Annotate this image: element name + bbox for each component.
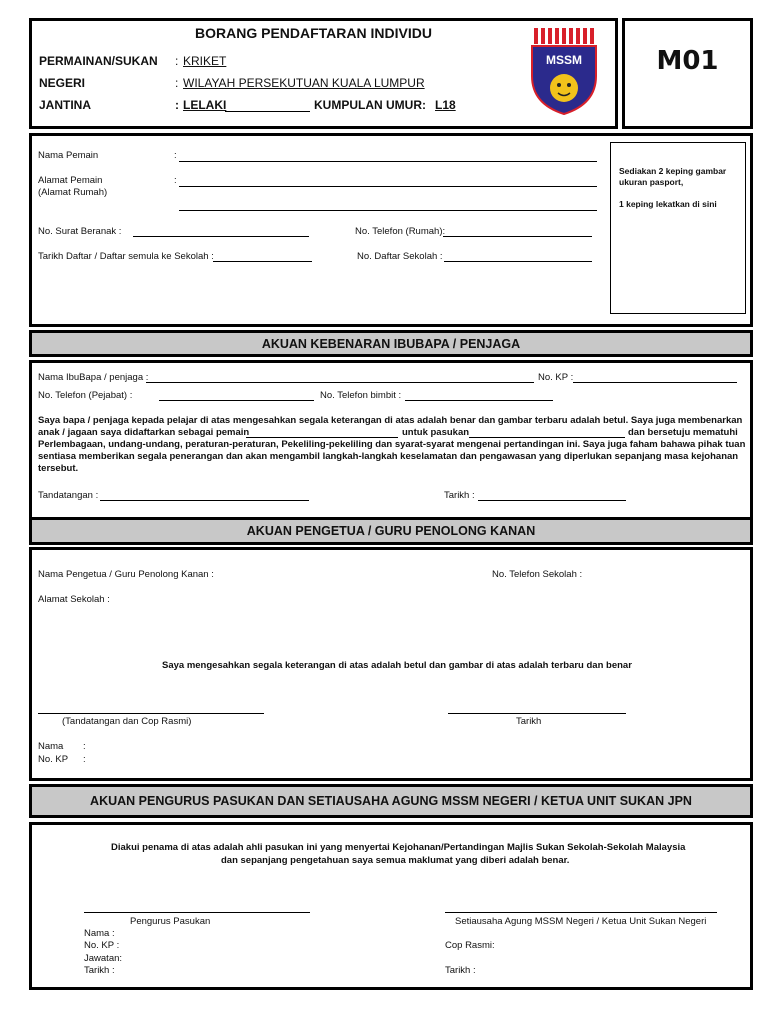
guardian-date-field[interactable] (478, 500, 626, 501)
principal-date-field[interactable] (448, 713, 626, 714)
school-phone-label: No. Telefon Sekolah : (492, 569, 583, 580)
guardian-declaration-5: tersebut. (38, 463, 79, 474)
birth-cert-field[interactable] (133, 236, 309, 237)
sport-label: PERMAINAN/SUKAN (39, 54, 158, 68)
sport-value: KRIKET (183, 54, 227, 68)
mobile-field[interactable] (405, 400, 553, 401)
form-title: BORANG PENDAFTARAN INDIVIDU (195, 25, 432, 41)
principal-nama-label: Nama (38, 741, 64, 752)
school-reg-field[interactable] (444, 261, 592, 262)
player-address-label-1: Alamat Pemain (38, 175, 103, 186)
manager-signature-field[interactable] (84, 912, 310, 913)
player-role-field[interactable] (246, 437, 398, 438)
sport-sep: : (175, 54, 179, 68)
logo-text: MSSM (546, 53, 582, 67)
manager-nama-label: Nama : (84, 928, 115, 939)
age-group-value: L18 (435, 98, 456, 112)
state-label: NEGERI (39, 76, 86, 90)
principal-kp-colon: : (83, 754, 86, 765)
manager-caption: Pengurus Pasukan (130, 916, 211, 927)
principal-name-label: Nama Pengetua / Guru Penolong Kanan : (38, 569, 214, 580)
form-code: M01 (656, 46, 719, 76)
player-name-colon: : (174, 150, 177, 161)
team-field[interactable] (469, 437, 625, 438)
birth-cert-label: No. Surat Beranak : (38, 226, 122, 237)
gender-underline (225, 111, 310, 112)
mssm-logo (528, 26, 600, 116)
guardian-date-label: Tarikh : (444, 490, 475, 501)
guardian-name-label: Nama IbuBapa / penjaga : (38, 372, 149, 383)
guardian-declaration-4: sentiasa memberikan segala penerangan dan akan mengambil langkah-langkah keselamatan dan pengawasan yang diperlukan sepanjang masa kejohanan (38, 451, 739, 462)
principal-kp-label: No. KP (38, 754, 69, 765)
guardian-signature-label: Tandatangan : (38, 490, 99, 501)
manager-heading: AKUAN PENGURUS PASUKAN DAN SETIAUSAHA AGUNG MSSM NEGERI / KETUA UNIT SUKAN JPN (29, 784, 753, 818)
guardian-name-field[interactable] (146, 382, 534, 383)
manager-declaration-1: Diakui penama di atas adalah ahli pasukan ini yang menyertai Kejohanan/Pertandingan Majlis Sukan Sekolah-Sekolah Malaysia (111, 842, 686, 853)
player-address-label-2: (Alamat Rumah) (38, 187, 108, 198)
guardian-declaration-2a: anak / jagaan saya didaftarkan sebagai pemain (38, 427, 250, 438)
secretary-caption: Setiausaha Agung MSSM Negeri / Ketua Unit Sukan Negeri (455, 916, 707, 927)
manager-tarikh-label: Tarikh : (84, 965, 115, 976)
gender-sep: : (175, 98, 179, 112)
logo-stripes (534, 28, 594, 44)
age-group-label: KUMPULAN UMUR: (314, 98, 426, 112)
principal-nama-colon: : (83, 741, 86, 752)
principal-signature-field[interactable] (38, 713, 264, 714)
school-address-label: Alamat Sekolah : (38, 594, 110, 605)
tiger-icon (550, 74, 578, 102)
player-name-label: Nama Pemain (38, 150, 99, 161)
principal-declaration: Saya mengesahkan segala keterangan di atas adalah betul dan gambar di atas adalah terbaru dan benar (162, 660, 632, 671)
home-phone-label: No. Telefon (Rumah): (355, 226, 446, 237)
player-address-field-1[interactable] (179, 186, 597, 187)
photo-note-2: 1 keping lekatkan di sini (619, 199, 717, 209)
guardian-declaration-3: Perlembagaan, undang-undang, peraturan-peraturan, Pekeliling-pekeliling dan syarat-syarat mengenai pertandingan ini. Saya juga faham bahawa pihak tuan (38, 439, 746, 450)
player-name-field[interactable] (179, 161, 597, 162)
home-phone-field[interactable] (443, 236, 592, 237)
mobile-label: No. Telefon bimbit : (320, 390, 402, 401)
guardian-declaration-2c: dan bersetuju mematuhi (628, 427, 738, 438)
secretary-cop-label: Cop Rasmi: (445, 940, 495, 951)
principal-date-caption: Tarikh (516, 716, 542, 727)
secretary-signature-field[interactable] (445, 912, 717, 913)
gender-value: LELAKI (183, 98, 227, 112)
school-reg-label: No. Daftar Sekolah : (357, 251, 443, 262)
guardian-declaration-2b: untuk pasukan (402, 427, 470, 438)
gender-label: JANTINA (39, 98, 92, 112)
principal-heading: AKUAN PENGETUA / GURU PENOLONG KANAN (29, 517, 753, 545)
guardian-signature-field[interactable] (100, 500, 309, 501)
secretary-tarikh-label: Tarikh : (445, 965, 476, 976)
office-phone-label: No. Telefon (Pejabat) : (38, 390, 133, 401)
guardian-ic-field[interactable] (573, 382, 737, 383)
player-address-colon: : (174, 175, 177, 186)
player-address-field-2[interactable] (179, 210, 597, 211)
manager-jawatan-label: Jawatan: (84, 953, 123, 964)
guardian-heading: AKUAN KEBENARAN IBUBAPA / PENJAGA (29, 330, 753, 357)
register-date-label: Tarikh Daftar / Daftar semula ke Sekolah : (38, 251, 214, 262)
manager-kp-label: No. KP : (84, 940, 120, 951)
guardian-declaration-1: Saya bapa / penjaga kepada pelajar di atas mengesahkan segala keterangan di atas adalah benar dan gambar terbaru adalah betul. Saya juga membenarkan (38, 415, 743, 426)
state-value: WILAYAH PERSEKUTUAN KUALA LUMPUR (183, 76, 425, 90)
state-sep: : (175, 76, 179, 90)
register-date-field[interactable] (213, 261, 312, 262)
photo-note-1: Sediakan 2 keping gambar ukuran pasport, (619, 166, 727, 187)
office-phone-field[interactable] (159, 400, 314, 401)
manager-declaration-2: dan sepanjang pengetahuan saya semua maklumat yang diberi adalah benar. (221, 855, 570, 866)
guardian-ic-label: No. KP : (538, 372, 574, 383)
principal-signature-caption: (Tandatangan dan Cop Rasmi) (62, 716, 192, 727)
